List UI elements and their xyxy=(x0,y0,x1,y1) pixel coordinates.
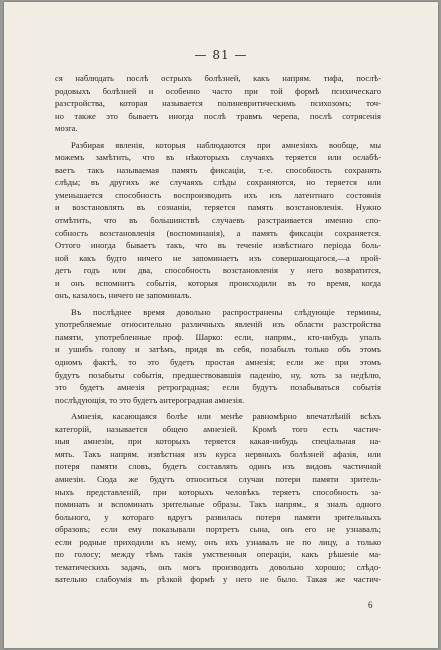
signature-mark: 6 xyxy=(368,600,373,610)
text-line: уменьшается способность воспроизводить ихъ изъ латентнаго состоянія xyxy=(55,189,381,200)
text-line: по голосу; между тѣмъ такія умственныя операціи, какъ рѣшеніе ма- xyxy=(55,549,381,560)
text-line: если родные приходили къ нему, онъ ихъ узнавалъ не по лицу, а только xyxy=(55,536,381,547)
text-line: собность возстановленія (воспоминанія), а память фиксаціи сохраняется. xyxy=(55,227,381,238)
text-line: и онъ вспомнитъ событія, которыя происходили въ то время, когда xyxy=(55,277,381,288)
text-line: ваетъ такъ называемая память фиксаціи, т.-е. способность сохранять xyxy=(55,164,381,175)
text-line: тематическихъ задачъ, онъ могъ производить довольно хорошо; слѣдо- xyxy=(55,561,381,572)
text-line: детъ годъ или два, способность возстановленія у него возвратится, xyxy=(55,265,381,276)
text-line: отмѣтить, что въ большинствѣ случаевъ разстраивается именно спо- xyxy=(55,215,381,226)
text-line: вательно слабоумія въ рѣзкой формѣ у него не было. Такая же частич- xyxy=(55,574,381,585)
text-line: это будетъ амнезія ретроградная; если будутъ позабываться событія xyxy=(55,382,381,393)
paragraph-1 xyxy=(55,72,381,135)
text-line: онъ, казалось, ничего не запоминалъ. xyxy=(55,290,192,301)
text-line: и возстановлять въ сознаніи, теряется память возстановленія. Нужно xyxy=(55,202,381,213)
text-line: можемъ замѣтить, что въ нѣкоторыхъ случаяхъ теряется или ослабѣ- xyxy=(55,152,381,163)
body-text xyxy=(55,72,381,586)
text-line: больного, у котораго вдругъ развилась потеря памяти зрительныхъ xyxy=(55,511,381,522)
text-line: мозга. xyxy=(55,123,78,134)
text-line: и ушибъ голову и затѣмъ, придя въ себя, позабылъ только объ этомъ xyxy=(55,344,381,355)
text-line: поминать и вспоминать зрительные образы. Такъ напрям., я зналъ одного xyxy=(55,499,381,510)
text-line: слѣды; въ другихъ же случаяхъ слѣды сохраняются, но теряется или xyxy=(55,177,381,188)
text-line: Въ послѣднее время довольно распространены слѣдующіе термины, xyxy=(71,306,381,317)
text-line: Разбирая явленія, которыя наблюдаются при амнезіяхъ вообще, мы xyxy=(71,139,381,150)
text-line: Амнезія, касающаяся болѣе или менѣе равномѣрно впечатлѣній всѣхъ xyxy=(71,411,381,422)
paragraph-2 xyxy=(55,139,381,302)
text-line: родовыхъ болѣзней и особенно часто при той формѣ психическаго xyxy=(55,85,381,96)
text-line: ся наблюдать послѣ острыхъ болѣзней, какъ напрям. тифа, послѣ- xyxy=(55,73,381,83)
text-line: разстройства, которая называется полиневритическимъ психозомъ; точ- xyxy=(55,98,381,109)
book-page xyxy=(4,2,438,648)
text-line: амнезіи. Сюда же будутъ относиться случаи потери памяти зритель- xyxy=(55,473,381,484)
text-line: мять. Такъ напрям. извѣстная изъ курса нервныхъ болѣзней афазія, или xyxy=(55,448,381,459)
text-line: одномъ фактѣ, то это будетъ простая амнезія; если же при этомъ xyxy=(55,357,381,368)
text-line: памяти, употребленные проф. Шарко: если, напрям., кто-нибудь упалъ xyxy=(55,331,381,342)
text-line: будутъ позабыты событія, предшествовавшія паденію, ну, хоть за недѣлю, xyxy=(55,369,381,380)
page-number-header: — 81 — xyxy=(194,48,248,62)
text-line: послѣдующія, то это будетъ антероградная амнезія. xyxy=(55,394,245,405)
text-line: ныхъ представленій, при которыхъ человѣкъ теряетъ способность за- xyxy=(55,486,381,497)
text-line: образовъ; если ему показывали портретъ сына, онъ его не узнавалъ; xyxy=(55,524,381,535)
text-line: потеря памяти словъ, будетъ составлять одинъ изъ видовъ частичной xyxy=(55,461,381,472)
text-line: ной какъ будто ничего не запоминаетъ изъ совершающагося,—а прой- xyxy=(55,252,381,263)
text-line: Оттого иногда бываетъ такъ, что въ теченіе извѣстнаго періода боль- xyxy=(55,240,381,251)
text-line: употребляемые относительно различныхъ явленій изъ области разстройства xyxy=(55,319,381,330)
text-line: категорій, называется общею амнезіей. Кромѣ того есть частич- xyxy=(55,423,381,434)
text-line: ныя амнезіи, при которыхъ теряется какая-нибудь спеціальная на- xyxy=(55,436,381,447)
text-line: но также это бываетъ иногда послѣ травмъ черепа, послѣ сотрясенія xyxy=(55,110,381,121)
paragraph-3 xyxy=(55,306,381,406)
paragraph-4 xyxy=(55,410,381,586)
